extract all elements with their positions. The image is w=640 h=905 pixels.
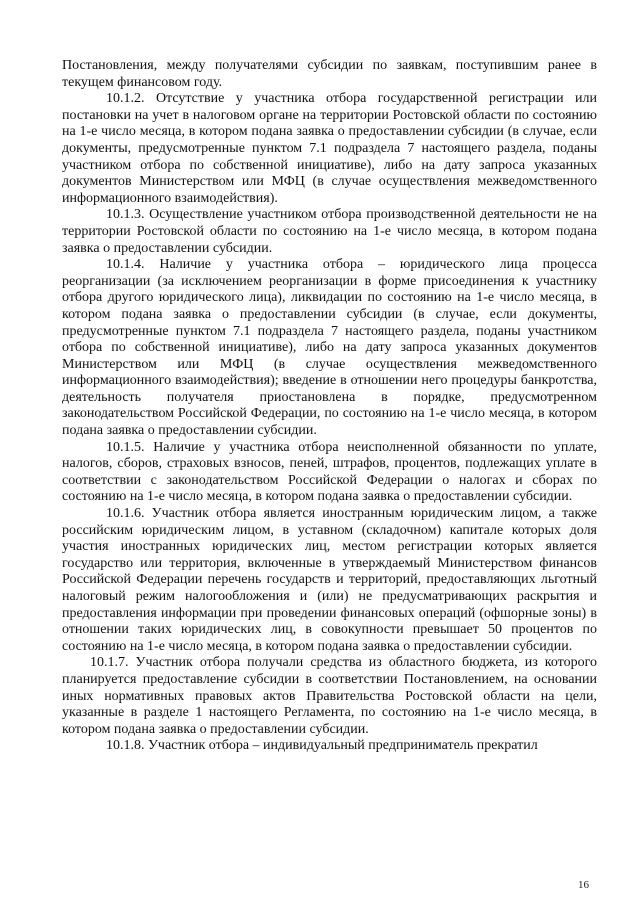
- page-number: 16: [578, 879, 589, 891]
- paragraph-10-1-4: 10.1.4. Наличие у участника отбора – юридического лица процесса реорганизации (за исключением реорганизации в форме присоединения к участнику отбора другого юридического лица), ликвидации по состоянию на 1-е число месяца, в котором подана заявка о предоставлении субсидии (в случае, если документы, предусмотренные пунктом 7.1 подраздела 7 настоящего раздела, поданы участником отбора по собственной инициативе), либо на дату запроса указанных документов Министерством или МФЦ (в случае осуществления межведомственного информационного взаимодействия); введение в отношении него процедуры банкротства, деятельность получателя приостановлена в порядке, предусмотренном законодательством Российской Федерации, по состоянию на 1-е число месяца, в котором подана заявка о предоставлении субсидии.: [62, 257, 597, 439]
- paragraph-continuation: Постановления, между получателями субсидии по заявкам, поступившим ранее в текущем финансовом году.: [62, 58, 597, 90]
- paragraph-10-1-2: 10.1.2. Отсутствие у участника отбора государственной регистрации или постановки на учет в налоговом органе на территории Ростовской области по состоянию на 1-е число месяца, в котором подана заявка о предоставлении субсидии (в случае, если документы, предусмотренные пунктом 7.1 подраздела 7 настоящего раздела, поданы участником отбора по собственной инициативе), либо на дату запроса указанных документов Министерством или МФЦ (в случае осуществления межведомственного информационного взаимодействия).: [62, 91, 597, 206]
- paragraph-10-1-3: 10.1.3. Осуществление участником отбора производственной деятельности не на территории Ростовской области по состоянию на 1-е число месяца, в котором подана заявка о предоставлении субсидии.: [62, 207, 597, 256]
- paragraph-10-1-5: 10.1.5. Наличие у участника отбора неисполненной обязанности по уплате, налогов, сборов, страховых взносов, пеней, штрафов, процентов, подлежащих уплате в соответствии с законодательством Российской Федерации о налогах и сборах по состоянию на 1-е число месяца, в котором подана заявка о предоставлении субсидии.: [62, 439, 597, 505]
- paragraph-10-1-7: 10.1.7. Участник отбора получали средства из областного бюджета, из которого планируется предоставление субсидии в соответствии Постановлением, на основании иных нормативных правовых актов Правительства Ростовской области на цели, указанные в разделе 1 настоящего Регламента, по состоянию на 1-е число месяца, в котором подана заявка о предоставлении субсидии.: [62, 655, 597, 737]
- document-body: [62, 58, 597, 755]
- paragraph-10-1-8: 10.1.8. Участник отбора – индивидуальный предприниматель прекратил: [106, 738, 538, 754]
- paragraph-10-1-6: 10.1.6. Участник отбора является иностранным юридическим лицом, а также российским юридическим лицом, в уставном (складочном) капитале которых доля участия иностранных юридических лиц, местом регистрации которых является государство или территория, включенные в утверждаемый Министерством финансов Российской Федерации перечень государств и территорий, предоставляющих льготный налоговый режим налогообложения и (или) не предусматривающих раскрытия и предоставления информации при проведении финансовых операций (офшорные зоны) в отношении таких юридических лиц, в совокупности превышает 50 процентов по состоянию на 1-е число месяца, в котором подана заявка о предоставлении субсидии.: [62, 506, 597, 654]
